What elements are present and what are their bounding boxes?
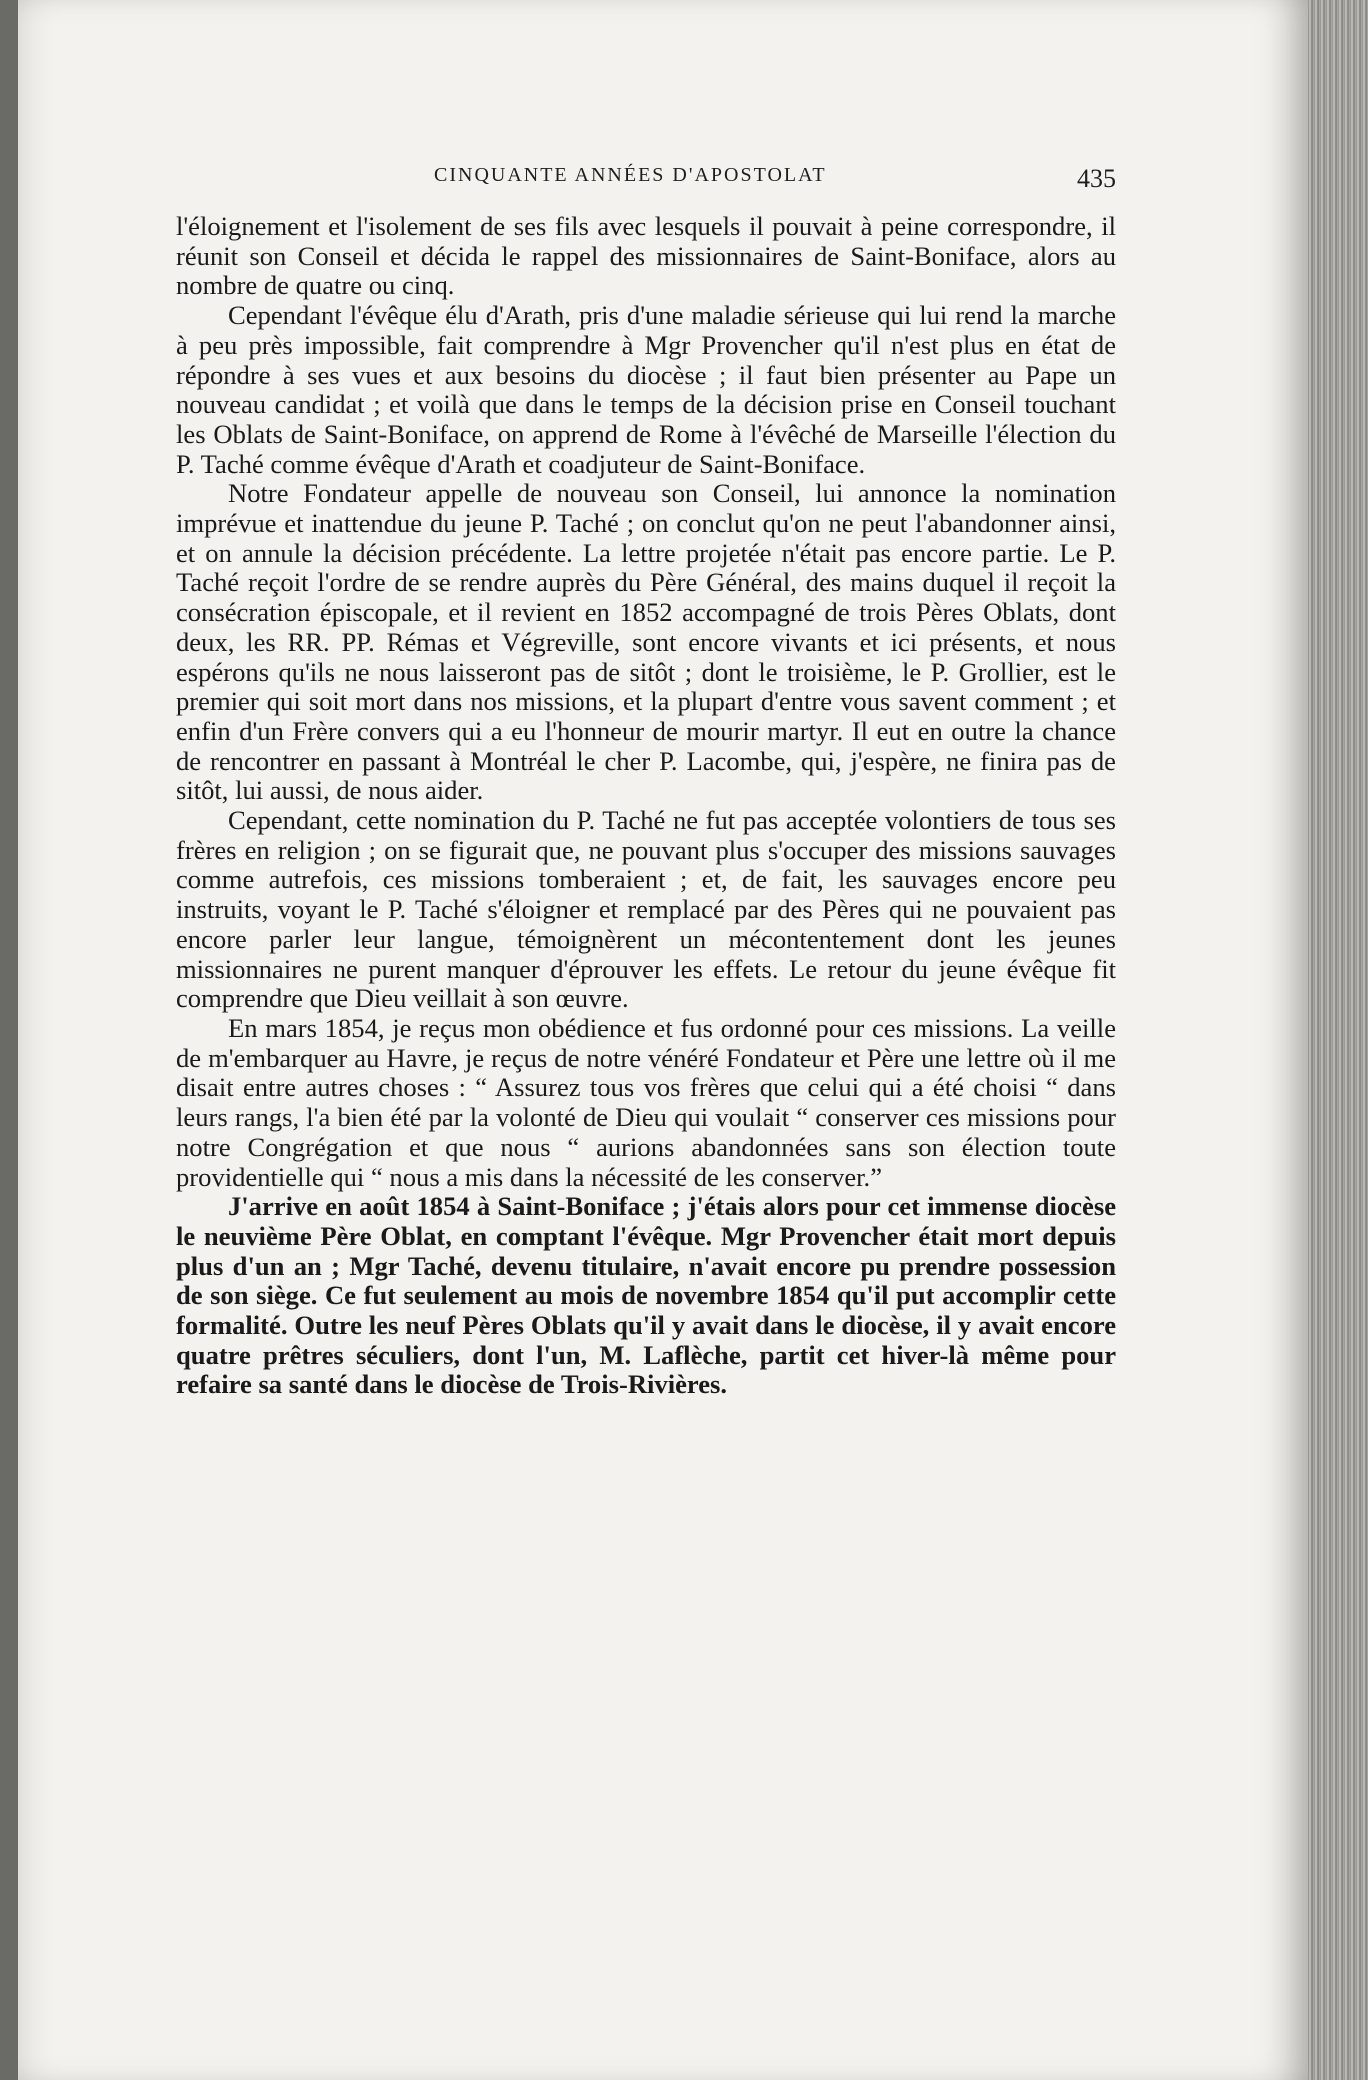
paragraph-3: Notre Fondateur appelle de nouveau son Conseil, lui annonce la nomination imprévue et inattendue du jeune P. Taché ; on conclut qu'on ne peut l'abandonner ainsi, et on annule la décision précédente. La lettre projetée n'était pas encore partie. Le P. Taché reçoit l'ordre de se rendre auprès du Père Général, des mains duquel il reçoit la consécration épiscopale, et il revient en 1852 accompagné de trois Pères Oblats, dont deux, les RR. PP. Rémas et Végreville, sont encore vivants et ici présents, et nous espérons qu'ils ne nous laisseront pas de sitôt ; dont le troisième, le P. Grollier, est le premier qui soit mort dans nos missions, et la plupart d'entre vous savent comment ; et enfin d'un Frère convers qui a eu l'honneur de mourir martyr. Il eut en outre la chance de rencontrer en passant à Montréal le cher P. Lacombe, qui, j'espère, ne finira pas de sitôt, lui aussi, de nous aider.	[176, 478, 1116, 806]
body-text	[176, 212, 1116, 1400]
paragraph-4: Cependant, cette nomination du P. Taché ne fut pas acceptée volontiers de tous ses frères en religion ; on se figurait que, ne pouvant plus s'occuper des missions sauvages comme autrefois, ces missions tomberaient ; et, de fait, les sauvages encore peu instruits, voyant le P. Taché s'éloigner et remplacé par des Pères qui ne pouvaient pas encore parler leur langue, témoignèrent un mécontentement dont les jeunes missionnaires ne purent manquer d'éprouver les effets. Le retour du jeune évêque fit comprendre que Dieu veillait à son œuvre.	[176, 805, 1116, 1014]
paragraph-5: En mars 1854, je reçus mon obédience et fus ordonné pour ces missions. La veille de m'embarquer au Havre, je reçus de notre vénéré Fondateur et Père une lettre où il me disait entre autres choses : “ Assurez tous vos frères que celui qui a été choisi “ dans leurs rangs, l'a bien été par la volonté de Dieu qui voulait “ conserver ces missions pour notre Congrégation et que nous “ aurions abandonnées sans son élection toute providentielle qui “ nous a mis dans la nécessité de les conserver.”	[176, 1012, 1116, 1192]
paragraph-6: J'arrive en août 1854 à Saint-Boniface ; j'étais alors pour cet immense diocèse le neuvième Père Oblat, en comptant l'évêque. Mgr Provencher était mort depuis plus d'un an ; Mgr Taché, devenu titulaire, n'avait encore pu prendre possession de son siège. Ce fut seulement au mois de novembre 1854 qu'il put accomplir cette formalité. Outre les neuf Pères Oblats qu'il y avait dans le diocèse, il y avait encore quatre prêtres séculiers, dont l'un, M. Laflèche, partit cet hiver-là même pour refaire sa santé dans le diocèse de Trois-Rivières.	[176, 1191, 1116, 1400]
running-title: CINQUANTE ANNÉES D'APOSTOLAT	[434, 164, 827, 186]
page-number: 435	[1077, 164, 1116, 193]
paragraph-2: Cependant l'évêque élu d'Arath, pris d'une maladie sérieuse qui lui rend la marche à peu près impossible, fait comprendre à Mgr Provencher qu'il n'est plus en état de répondre à ses vues et aux besoins du diocèse ; il faut bien présenter au Pape un nouveau candidat ; et voilà que dans le temps de la décision prise en Conseil touchant les Oblats de Saint-Boniface, on apprend de Rome à l'évêché de Marseille l'élection du P. Taché comme évêque d'Arath et coadjuteur de Saint-Boniface.	[176, 300, 1116, 479]
page-edges	[1308, 0, 1368, 2080]
paragraph-1: l'éloignement et l'isolement de ses fils avec lesquels il pouvait à peine correspondre, il réunit son Conseil et décida le rappel des missionnaires de Saint-Boniface, alors au nombre de quatre ou cinq.	[176, 211, 1116, 301]
running-header	[176, 164, 1116, 200]
